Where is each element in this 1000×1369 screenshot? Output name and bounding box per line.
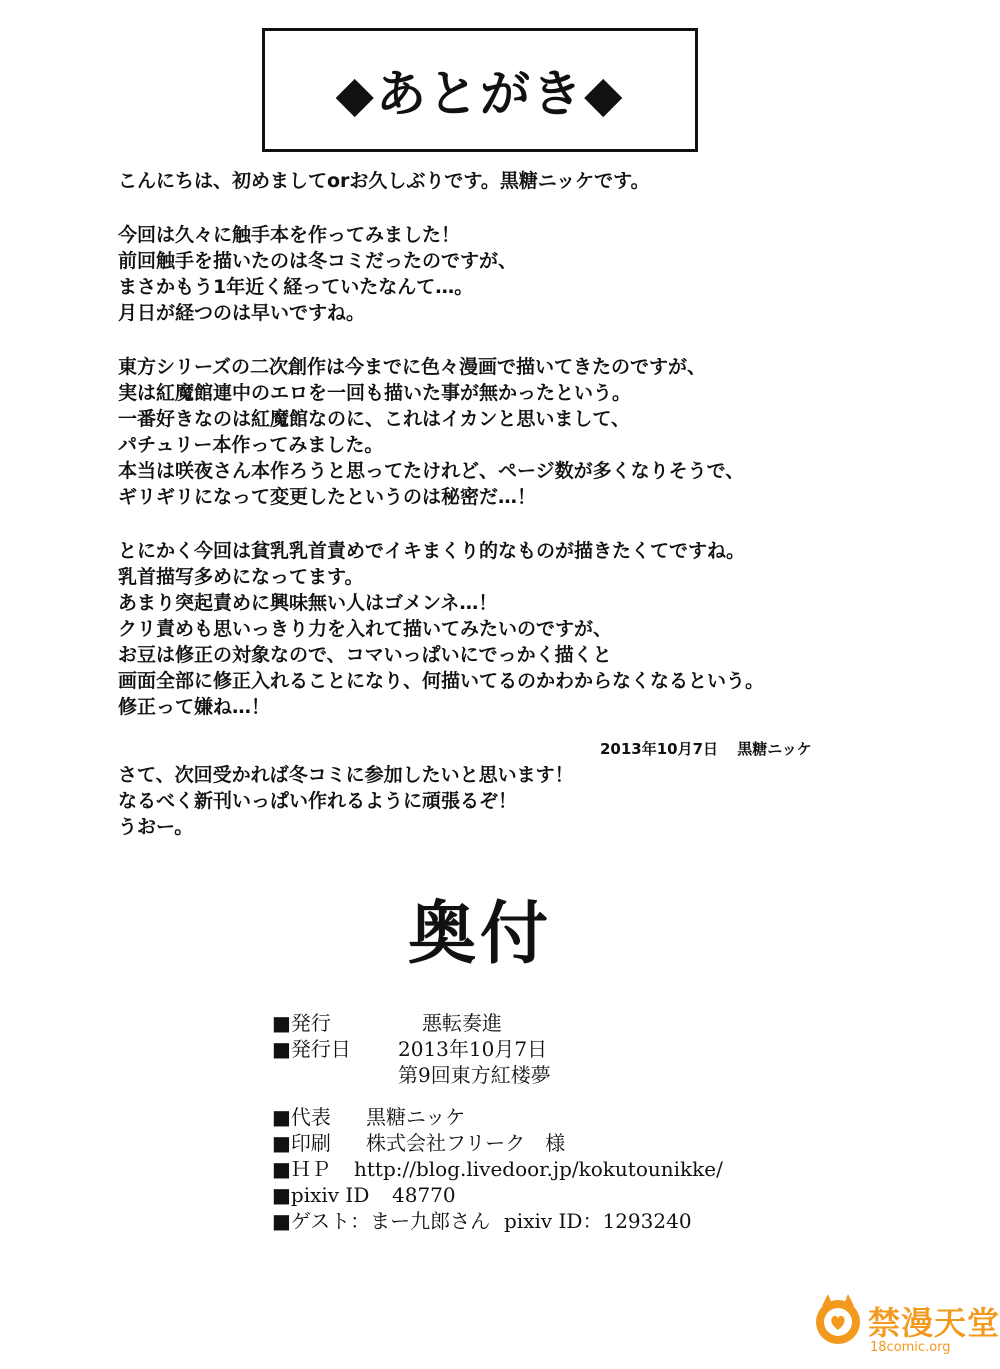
signoff-name: 黒糖ニッケ: [737, 740, 812, 758]
pixiv-label: ■pixiv ID: [272, 1183, 370, 1207]
date-value: 2013年10月7日: [398, 1037, 548, 1061]
colophon-title: 奥付: [407, 894, 552, 974]
text-line: さて、次回受かれば冬コミに参加したいと思います！: [118, 764, 574, 786]
text-line: こんにちは、初めましてorお久しぶりです。黒糖ニッケです。: [118, 170, 650, 192]
text-line: 実は紅魔館連中のエロを一回も描いた事が無かったという。: [118, 382, 632, 404]
paragraph-tentacle: [118, 222, 858, 326]
representative-label: ■代表: [272, 1105, 331, 1129]
publisher-value: 悪転奏進: [422, 1011, 502, 1035]
event-value: 第9回東方紅楼夢: [398, 1063, 551, 1087]
text-line: パチュリー本作ってみました。: [118, 434, 384, 456]
signoff-date: 2013年10月7日: [600, 740, 719, 758]
afterword-title-box: [262, 28, 698, 152]
paragraph-closing: [118, 762, 858, 840]
printer-label: ■印刷: [272, 1131, 331, 1155]
text-line: うおー。: [118, 816, 194, 838]
guest-label: ■ゲスト：まー九郎さん: [272, 1209, 491, 1233]
text-line: あまり突起責めに興味無い人はゴメンネ…！: [118, 592, 498, 614]
text-line: なるべく新刊いっぱい作れるように頑張るぞ！: [118, 790, 518, 812]
paragraph-greeting: [118, 168, 858, 194]
date-label: ■発行日: [272, 1037, 351, 1061]
paragraph-content: [118, 538, 858, 720]
text-line: 一番好きなのは紅魔館なのに、これはイカンと思いまして、: [118, 408, 631, 430]
text-line: お豆は修正の対象なので、コマいっぱいにでっかく描くと: [118, 644, 612, 666]
publisher-label: ■発行: [272, 1011, 331, 1035]
watermark-url: 18comic.org: [870, 1340, 951, 1355]
afterword-title: ◆あとがき◆: [335, 64, 625, 123]
text-line: クリ責めも思いっきり力を入れて描いてみたいのですが、: [118, 618, 613, 640]
text-line: 月日が経つのは早いですね。: [118, 302, 366, 324]
printer-value: 株式会社フリーク 様: [366, 1131, 566, 1155]
watermark-logo-icon: [808, 1288, 868, 1348]
homepage-label: ■ＨＰ: [272, 1157, 331, 1181]
guest-pixiv: pixiv ID：1293240: [504, 1209, 692, 1233]
watermark-text: 禁漫天堂: [868, 1304, 1000, 1342]
text-line: とにかく今回は貧乳乳首責めでイキまくり的なものが描きたくてですね。: [118, 540, 746, 562]
representative-value: 黒糖ニッケ: [366, 1105, 466, 1129]
text-line: 修正って嫌ね…！: [118, 696, 271, 718]
text-line: まさかもう1年近く経っていたなんて…。: [118, 276, 474, 298]
text-line: 東方シリーズの二次創作は今までに色々漫画で描いてきたのですが、: [118, 356, 707, 378]
text-line: 前回触手を描いたのは冬コミだったのですが、: [118, 250, 518, 272]
text-line: 乳首描写多めになってます。: [118, 566, 364, 588]
site-watermark: [808, 1284, 1000, 1369]
text-line: 今回は久々に触手本を作ってみました！: [118, 224, 461, 246]
text-line: 本当は咲夜さん本作ろうと思ってたけれど、ページ数が多くなりそうで、: [118, 460, 745, 482]
text-line: ギリギリになって変更したというのは秘密だ…！: [118, 486, 537, 508]
text-line: 画面全部に修正入れることになり、何描いてるのかわからなくなるという。: [118, 670, 765, 692]
homepage-url[interactable]: http://blog.livedoor.jp/kokutounikke/: [354, 1157, 723, 1181]
afterword-signoff: [600, 738, 812, 759]
paragraph-touhou: [118, 354, 858, 510]
pixiv-value: 48770: [392, 1183, 456, 1207]
